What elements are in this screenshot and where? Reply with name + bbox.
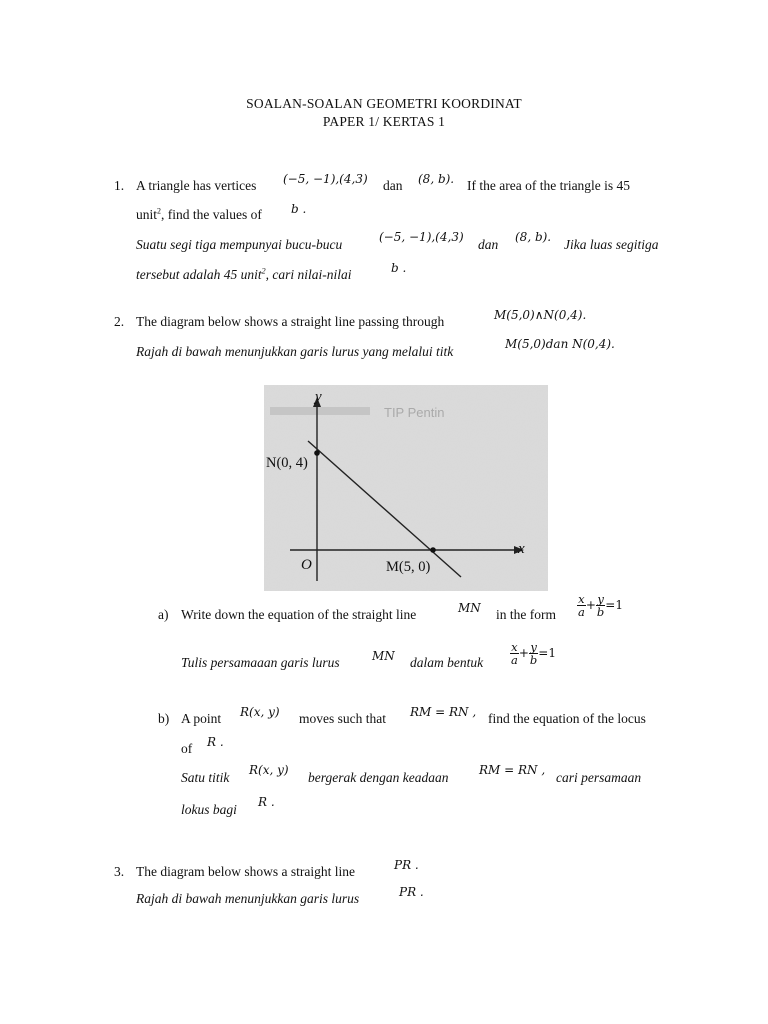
point-m — [430, 547, 436, 553]
q1-ms-math-point: (8, b). — [515, 230, 552, 244]
q2-ms-text: Rajah di bawah menunjukkan garis lurus yang melalui titk — [136, 344, 454, 359]
q2b-math-r2: R . — [207, 735, 224, 749]
q2-number: 2. — [114, 314, 125, 329]
q2-en-text: The diagram below shows a straight line passing through — [136, 314, 445, 329]
q1-en-text-b: If the area of the triangle is 45 — [467, 178, 631, 193]
q2a-ms-form: dalam bentuk — [410, 655, 484, 670]
point-n — [314, 450, 320, 456]
doc-title: SOALAN-SOALAN GEOMETRI KOORDINAT — [246, 96, 522, 111]
x-axis-label: x — [518, 541, 525, 557]
q2b-ms-text-b: bergerak dengan keadaan — [308, 770, 449, 785]
q2a-ms-text: Tulis persamaaan garis lurus — [181, 655, 340, 670]
q2a-math-mn: MN — [458, 601, 481, 615]
q2b-en-text-b: moves such that — [299, 711, 386, 726]
q2-ms-math-points: M(5,0)dan N(0,4). — [505, 337, 615, 351]
q2b-en-text-a: A point — [181, 711, 222, 726]
line-diagram — [264, 385, 548, 591]
q1-ms-text-c: tersebut adalah 45 unit$^2$, cari nilai-nilai — [136, 266, 352, 282]
q1-math-point: (8, b). — [418, 172, 455, 186]
q1-dan: dan — [383, 178, 403, 193]
m-point-label: M(5, 0) — [386, 559, 431, 575]
q2b-ms-text-a: Satu titik — [181, 770, 230, 785]
q1-ms-math-vertices: (−5, −1),(4,3) — [379, 230, 464, 244]
q2-math-points: M(5,0)∧N(0,4). — [494, 308, 587, 322]
q2b-math-r: R(x, y) — [240, 705, 280, 719]
q1-ms-text-a: Suatu segi tiga mempunyai bucu-bucu — [136, 237, 343, 252]
q1-ms-dan: dan — [478, 237, 499, 252]
q2a-en-form: in the form — [496, 607, 556, 622]
q1-math-vertices: (−5, −1),(4,3) — [283, 172, 368, 186]
q1-math-b: b . — [291, 202, 307, 216]
origin-label: O — [301, 557, 312, 573]
q2b-ms-text-c: cari persamaan — [556, 770, 642, 785]
q2a-ms-form-equation: $\frac{x}{a}$ + $\frac{y}{b}$ =1 — [511, 640, 556, 667]
doc-subtitle: PAPER 1/ KERTAS 1 — [322, 114, 446, 129]
q2b-ms-math-r2: R . — [258, 795, 275, 809]
q3-math-pr: PR . — [394, 858, 419, 872]
q2b-label: b) — [158, 711, 170, 726]
q2b-ms-math-rm: RM = RN , — [479, 763, 546, 777]
q2a-label: a) — [158, 607, 169, 622]
q2b-en-of: of — [181, 741, 193, 756]
q2a-en-text: Write down the equation of the straight line — [181, 607, 417, 622]
q3-ms-math-pr: PR . — [399, 885, 424, 899]
q2b-en-text-c: find the equation of the locus — [488, 711, 646, 726]
diagram-bg-smudge — [270, 407, 370, 415]
q1-number: 1. — [114, 178, 125, 193]
q2a-ms-math-mn: MN — [372, 649, 395, 663]
q2b-ms-math-r: R(x, y) — [249, 763, 289, 777]
q3-number: 3. — [114, 864, 125, 879]
q1-en-text-c: unit$^2$, find the values of — [136, 206, 262, 222]
q2b-ms-text-d: lokus bagi — [181, 802, 237, 817]
n-point-label: N(0, 4) — [266, 455, 308, 471]
q1-en-text-a: A triangle has vertices — [136, 178, 257, 193]
q2b-math-rm: RM = RN , — [410, 705, 477, 719]
q3-ms-text: Rajah di bawah menunjukkan garis lurus — [136, 891, 360, 906]
q1-ms-math-b: b . — [391, 261, 407, 275]
q2a-form-equation: $\frac{x}{a}$ + $\frac{y}{b}$ =1 — [578, 592, 623, 619]
diagram-bg-text: TIP Pentin — [384, 405, 445, 420]
q1-ms-text-b: Jika luas segitiga — [564, 237, 659, 252]
y-axis-label: y — [315, 389, 322, 405]
q3-en-text: The diagram below shows a straight line — [136, 864, 355, 879]
